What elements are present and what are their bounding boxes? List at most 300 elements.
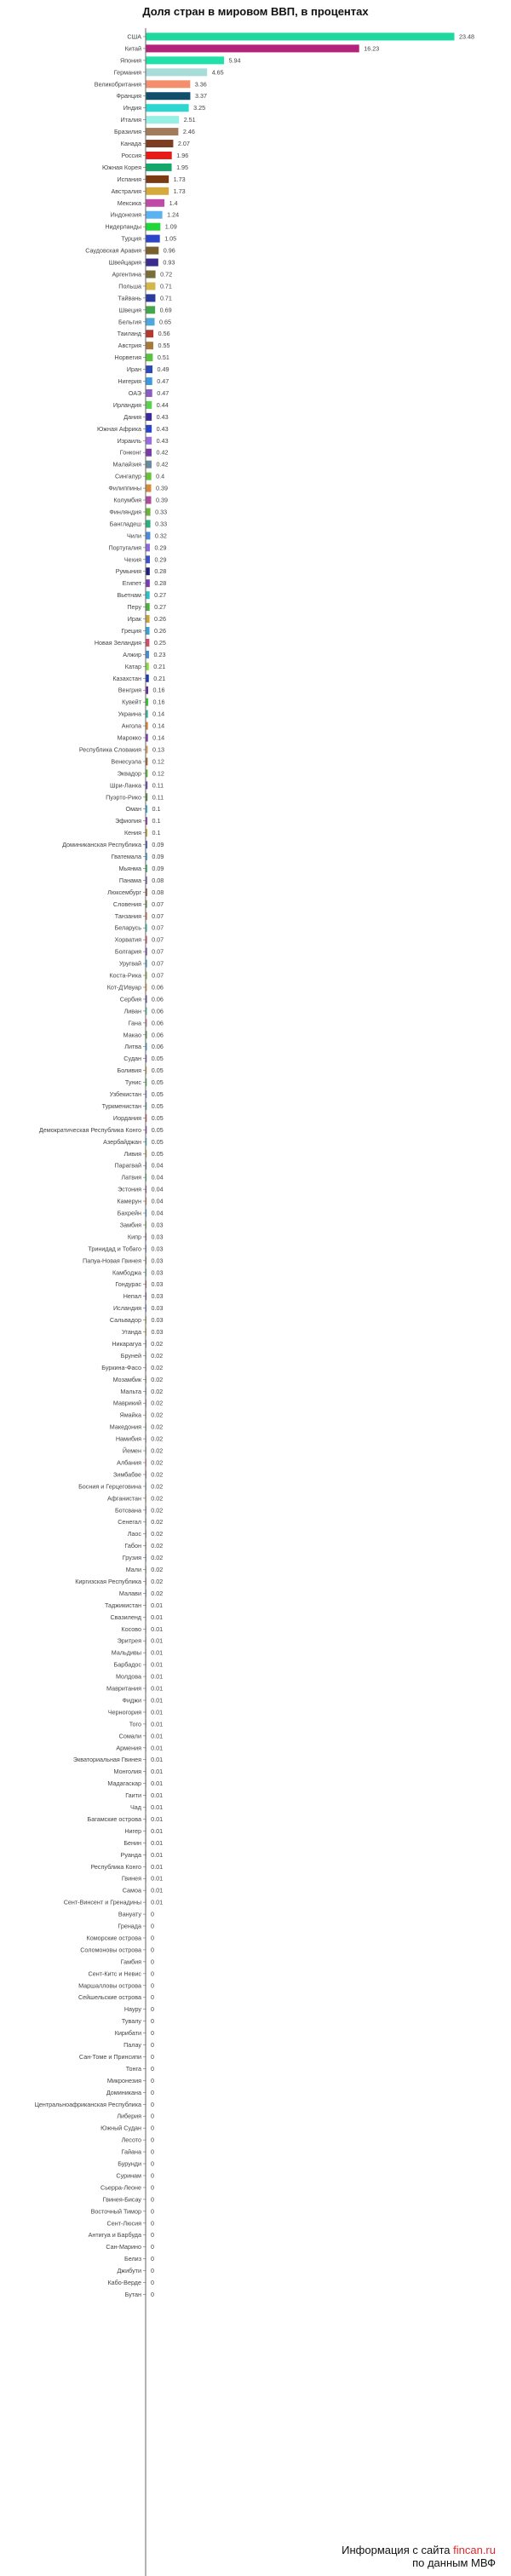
value-label: 0 [151,2112,154,2120]
category-label: Исландия [112,1304,141,1313]
value-label: 0.03 [151,1268,164,1277]
category-label: Йемен [122,1446,141,1455]
bar [146,164,172,171]
value-label: 3.36 [194,80,207,89]
value-label: 0.14 [152,733,165,742]
category-label: Алжир [123,650,141,658]
value-label: 0.03 [151,1233,164,1241]
value-label: 0.07 [152,947,164,956]
bar [146,983,147,991]
bar [146,449,152,457]
value-label: 0 [151,2159,154,2168]
value-label: 0 [151,2136,154,2144]
category-label: Кувейт [122,698,141,706]
category-label: Мьянма [118,864,141,872]
category-label: Сент-Винсент и Гренадины [63,1898,141,1906]
value-label: 0.06 [151,995,164,1003]
value-label: 0.06 [151,1019,164,1027]
value-label: 0.07 [152,935,164,944]
category-label: Кот-Д'Ивуар [106,983,141,992]
category-label: Сенегал [118,1518,141,1527]
category-label: Ливан [123,1007,141,1015]
bar [146,377,152,385]
category-label: Китай [124,44,141,53]
category-label: Таджикистан [104,1601,141,1609]
category-label: Мозамбик [112,1375,141,1383]
value-label: 0.03 [151,1292,164,1301]
bar [146,270,156,278]
category-label: Венесуэла [111,757,141,766]
value-label: 0.56 [158,330,170,338]
value-label: 0.21 [153,662,166,670]
category-label: Франция [116,92,141,101]
value-label: 0.14 [152,710,165,718]
bar [146,1114,147,1122]
value-label: 0.42 [156,448,169,457]
bar [146,318,155,325]
bar [146,1019,147,1026]
value-label: 0.02 [151,1351,164,1360]
bar [146,437,152,445]
bar [146,639,150,647]
value-label: 0.02 [151,1482,164,1491]
value-label: 0.02 [151,1577,164,1585]
value-label: 0.01 [151,1601,164,1609]
category-label: Багамские острова [87,1814,141,1823]
value-label: 0.43 [156,424,169,433]
value-label: 0.27 [154,591,167,600]
category-label: Украина [118,710,141,718]
category-label: Индия [123,104,141,112]
bar [146,294,156,302]
category-label: Тунис [124,1078,141,1087]
value-label: 0.07 [152,923,164,932]
category-label: Гондурас [115,1280,141,1289]
value-label: 0.43 [156,436,169,445]
value-label: 0.02 [151,1446,164,1455]
category-label: Барбадос [113,1660,141,1669]
bar [146,1150,147,1158]
value-label: 0.39 [156,484,169,492]
category-label: Нигерия [118,377,141,386]
category-label: Лесото [121,2136,141,2144]
value-label: 0.01 [151,1814,164,1823]
category-label: Афганистан [106,1494,141,1503]
bar [146,734,148,742]
category-label: Молдова [115,1672,141,1681]
value-label: 0.01 [151,1862,164,1871]
category-label: Гаити [125,1791,141,1800]
category-label: Самоа [122,1886,141,1895]
footer-line2: по данным МВФ [412,2556,496,2569]
category-label: Словения [112,900,141,908]
value-label: 0.01 [151,1744,164,1752]
bar [146,461,152,469]
category-label: Колумбия [113,496,141,504]
category-label: Дания [123,412,141,421]
bar [146,745,148,753]
category-label: Бангладеш [109,520,141,528]
category-label: Восточный Тимор [90,2207,141,2216]
category-label: Гамбия [120,1958,141,1966]
category-label: ОАЭ [128,388,141,397]
value-label: 0.42 [156,460,169,469]
bar [146,1174,147,1182]
category-label: Латвия [121,1173,141,1182]
value-label: 0.44 [156,400,169,409]
value-label: 0.01 [151,1696,164,1705]
category-label: Демократическая Республика Конго [38,1125,141,1134]
bar [146,187,169,195]
value-label: 0.09 [152,864,164,872]
value-label: 0.14 [152,722,165,730]
value-label: 0.03 [151,1245,164,1253]
value-label: 0.01 [151,1838,164,1847]
bar [146,223,161,231]
bar [146,603,150,611]
category-label: Бахрейн [117,1209,141,1217]
value-label: 0.07 [152,900,164,908]
category-label: Габон [124,1542,141,1550]
value-label: 0 [151,2005,154,2014]
category-label: Бутан [124,2290,141,2298]
value-label: 0.05 [151,1137,164,1146]
value-label: 0.33 [155,508,168,516]
bar [146,841,147,848]
bar [146,663,149,670]
category-label: Саудовская Аравия [85,246,141,255]
category-label: Свазиленд [110,1613,141,1621]
category-label: Антигуа и Барбуда [88,2231,141,2240]
category-label: Боливия [117,1067,141,1075]
value-label: 0.28 [154,567,167,576]
value-label: 0.01 [151,1826,164,1835]
bar [146,116,180,124]
footer-site-link[interactable]: fincan.ru [453,2544,496,2556]
bar [146,877,147,884]
bar [146,1138,147,1146]
value-label: 0.12 [152,757,164,766]
bar [146,235,160,243]
category-label: Австрия [118,342,141,350]
bar [146,829,148,837]
bar [146,520,151,527]
value-label: 0 [151,2041,154,2050]
category-label: Маршалловы острова [78,1981,141,1990]
value-label: 5.94 [228,56,241,65]
category-label: Гана [128,1019,141,1027]
category-label: Мексика [117,198,141,207]
value-label: 0.29 [154,543,167,552]
bar [146,948,147,956]
value-label: 0 [151,1946,154,1954]
category-label: Джибути [117,2267,141,2275]
category-label: Ботсвана [114,1506,141,1515]
bar [146,1090,147,1098]
value-label: 0.26 [154,626,167,635]
bar [146,793,148,801]
category-label: Россия [121,151,141,159]
category-label: Гватемала [111,853,141,861]
category-label: Португалия [108,543,141,552]
value-label: 4.65 [211,68,224,77]
category-label: Чад [130,1803,141,1812]
value-label: 0.26 [154,615,167,624]
category-label: Иран [126,365,141,374]
category-label: США [127,32,141,41]
bar [146,140,174,147]
value-label: 0.23 [153,650,166,658]
category-label: Того [129,1720,141,1728]
value-label: 0.05 [151,1078,164,1087]
category-label: Судан [123,1055,141,1063]
value-label: 1.4 [169,198,178,207]
category-label: Бельгия [118,318,141,326]
category-label: Тонга [125,2064,141,2073]
value-label: 0.04 [151,1161,164,1170]
bar [146,485,152,492]
value-label: 0.33 [155,520,168,528]
category-label: Хорватия [114,935,141,944]
bar [146,995,147,1003]
category-label: Уругвай [118,959,141,968]
category-label: Норвегия [114,354,141,362]
value-label: 0 [151,2219,154,2228]
category-label: Тайвань [118,294,141,302]
value-label: 0.72 [160,270,173,279]
category-label: Казахстан [112,674,141,682]
bar [146,627,150,635]
category-label: Нигер [124,1826,141,1835]
bar [146,1043,147,1050]
bar [146,342,153,349]
category-label: Намибия [115,1435,141,1443]
category-label: Испания [117,175,141,183]
value-label: 0.29 [154,555,167,564]
category-label: Руанда [120,1850,141,1859]
category-label: Зимбабве [112,1470,141,1479]
value-label: 0 [151,2064,154,2073]
category-label: Перу [127,603,141,612]
category-label: Марокко [117,733,141,742]
category-label: Кирибати [114,2029,141,2038]
bar [146,306,156,313]
category-label: Беларусь [114,923,141,932]
bar [146,354,153,361]
bar [146,152,172,159]
category-label: Ирак [127,615,141,624]
category-label: Сальвадор [109,1316,141,1325]
value-label: 0 [151,1934,154,1942]
value-label: 0.01 [151,1636,164,1645]
category-label: Киргизская Республика [75,1577,141,1585]
category-label: Азербайджан [103,1137,141,1146]
category-label: Мавритания [106,1684,141,1693]
category-label: Швейцария [108,258,141,267]
value-label: 0.16 [152,686,165,694]
value-label: 0.09 [152,853,164,861]
value-label: 0.05 [151,1149,164,1158]
value-label: 0.03 [151,1304,164,1313]
category-label: Панама [118,876,141,884]
category-label: Шри-Ланка [110,781,141,790]
value-label: 0.47 [157,377,169,386]
source-footer [342,2544,496,2569]
category-label: Папуа-Новая Гвинея [83,1256,141,1265]
bar [146,865,147,872]
category-label: Эритрея [117,1636,141,1645]
category-label: Доминиканская Республика [62,841,141,849]
category-label: Доминикана [106,2088,141,2096]
category-label: Индонезия [110,210,141,219]
value-label: 0 [151,2183,154,2192]
bar [146,92,191,100]
value-label: 1.96 [176,151,189,159]
category-label: Литва [124,1043,141,1051]
bar [146,1067,147,1074]
category-label: Мальдивы [111,1648,141,1657]
bar [146,80,191,88]
category-label: Эстония [118,1185,141,1193]
value-label: 0.01 [151,1613,164,1621]
category-label: Оман [125,805,141,814]
value-label: 0.08 [152,876,164,884]
bar [146,675,149,682]
value-label: 0.06 [151,983,164,992]
value-label: 1.73 [173,187,186,195]
value-label: 0.27 [154,603,167,612]
value-label: 0.4 [156,472,165,480]
value-label: 1.73 [173,175,186,183]
value-label: 0.07 [152,911,164,920]
bar [146,497,152,504]
category-label: Кабо-Верде [107,2279,141,2287]
category-label: Косово [121,1624,141,1633]
bar [146,1007,147,1015]
value-label: 0.96 [163,246,175,255]
value-label: 0.02 [151,1566,164,1574]
category-label: Ирландия [112,400,141,409]
category-label: Босния и Герцеговина [78,1482,141,1491]
category-label: Либерия [117,2112,141,2120]
value-label: 0.28 [154,579,167,588]
value-label: 0.02 [151,1470,164,1479]
category-label: Ямайка [119,1411,141,1419]
category-label: Ливия [123,1149,141,1158]
category-label: Гвинея [121,1874,141,1883]
value-label: 0.13 [152,745,165,754]
category-label: Малайзия [112,460,141,469]
value-label: 0.08 [152,888,164,896]
category-label: Суринам [116,2171,141,2180]
value-label: 0.47 [157,388,169,397]
value-label: 0.04 [151,1185,164,1193]
value-label: 0.01 [151,1874,164,1883]
value-label: 0 [151,2195,154,2204]
value-label: 0.01 [151,1708,164,1716]
value-label: 0.01 [151,1660,164,1669]
value-label: 0.43 [156,412,169,421]
value-label: 0.05 [151,1090,164,1099]
value-label: 0.02 [151,1530,164,1538]
bar [146,687,148,694]
value-label: 0 [151,1922,154,1930]
bar [146,532,151,539]
category-label: Сан-Марино [106,2243,141,2251]
value-label: 0.01 [151,1791,164,1800]
bar [146,651,150,658]
value-label: 0 [151,1958,154,1966]
bar [146,247,159,255]
category-label: Грузия [122,1554,141,1562]
value-label: 0.12 [152,769,164,778]
category-label: Австралия [111,187,141,195]
value-label: 0 [151,2124,154,2132]
category-label: Науру [123,2005,141,2014]
value-label: 0 [151,1993,154,2002]
category-label: Сан-Томе и Принсипи [78,2052,141,2061]
bar [146,567,150,575]
category-label: Италия [120,116,141,124]
value-label: 0.03 [151,1221,164,1229]
bar [146,104,189,112]
value-label: 0.01 [151,1768,164,1776]
value-label: 0 [151,2100,154,2108]
category-label: Ангола [121,722,141,730]
value-label: 0.02 [151,1363,164,1371]
category-label: Камерун [117,1197,141,1205]
value-label: 16.23 [364,44,380,53]
category-label: Южный Судан [100,2124,141,2132]
category-label: Мадагаскар [107,1780,141,1788]
value-label: 0.55 [158,342,170,350]
value-label: 0.04 [151,1197,164,1205]
category-label: Канада [120,140,141,148]
category-label: Танзания [114,911,141,920]
category-label: Сомали [118,1732,141,1740]
category-label: Южная Африка [96,424,141,433]
value-label: 0.06 [151,1031,164,1039]
category-label: Вьетнам [117,591,141,600]
value-label: 1.24 [167,210,180,219]
value-label: 0.03 [151,1280,164,1289]
value-label: 0.05 [151,1101,164,1110]
category-label: Уганда [122,1328,141,1337]
category-label: Парагвай [114,1161,141,1170]
bar [146,769,148,777]
value-label: 1.05 [164,234,177,243]
value-label: 0 [151,2279,154,2287]
value-label: 0.07 [152,971,164,980]
value-label: 0.01 [151,1886,164,1895]
bar [146,199,165,207]
category-label: Таиланд [117,330,141,338]
bar [146,900,147,908]
bar [146,211,163,219]
bar [146,615,150,623]
bar [146,972,147,980]
value-label: 3.25 [193,104,206,112]
category-label: Гонконг [119,448,141,457]
value-label: 23.48 [458,32,474,41]
value-label: 0.71 [159,282,172,290]
value-label: 0 [151,2255,154,2263]
category-label: Египет [122,579,141,588]
bar [146,128,179,135]
bar [146,175,169,183]
value-label: 0.02 [151,1435,164,1443]
value-label: 0 [151,2017,154,2026]
